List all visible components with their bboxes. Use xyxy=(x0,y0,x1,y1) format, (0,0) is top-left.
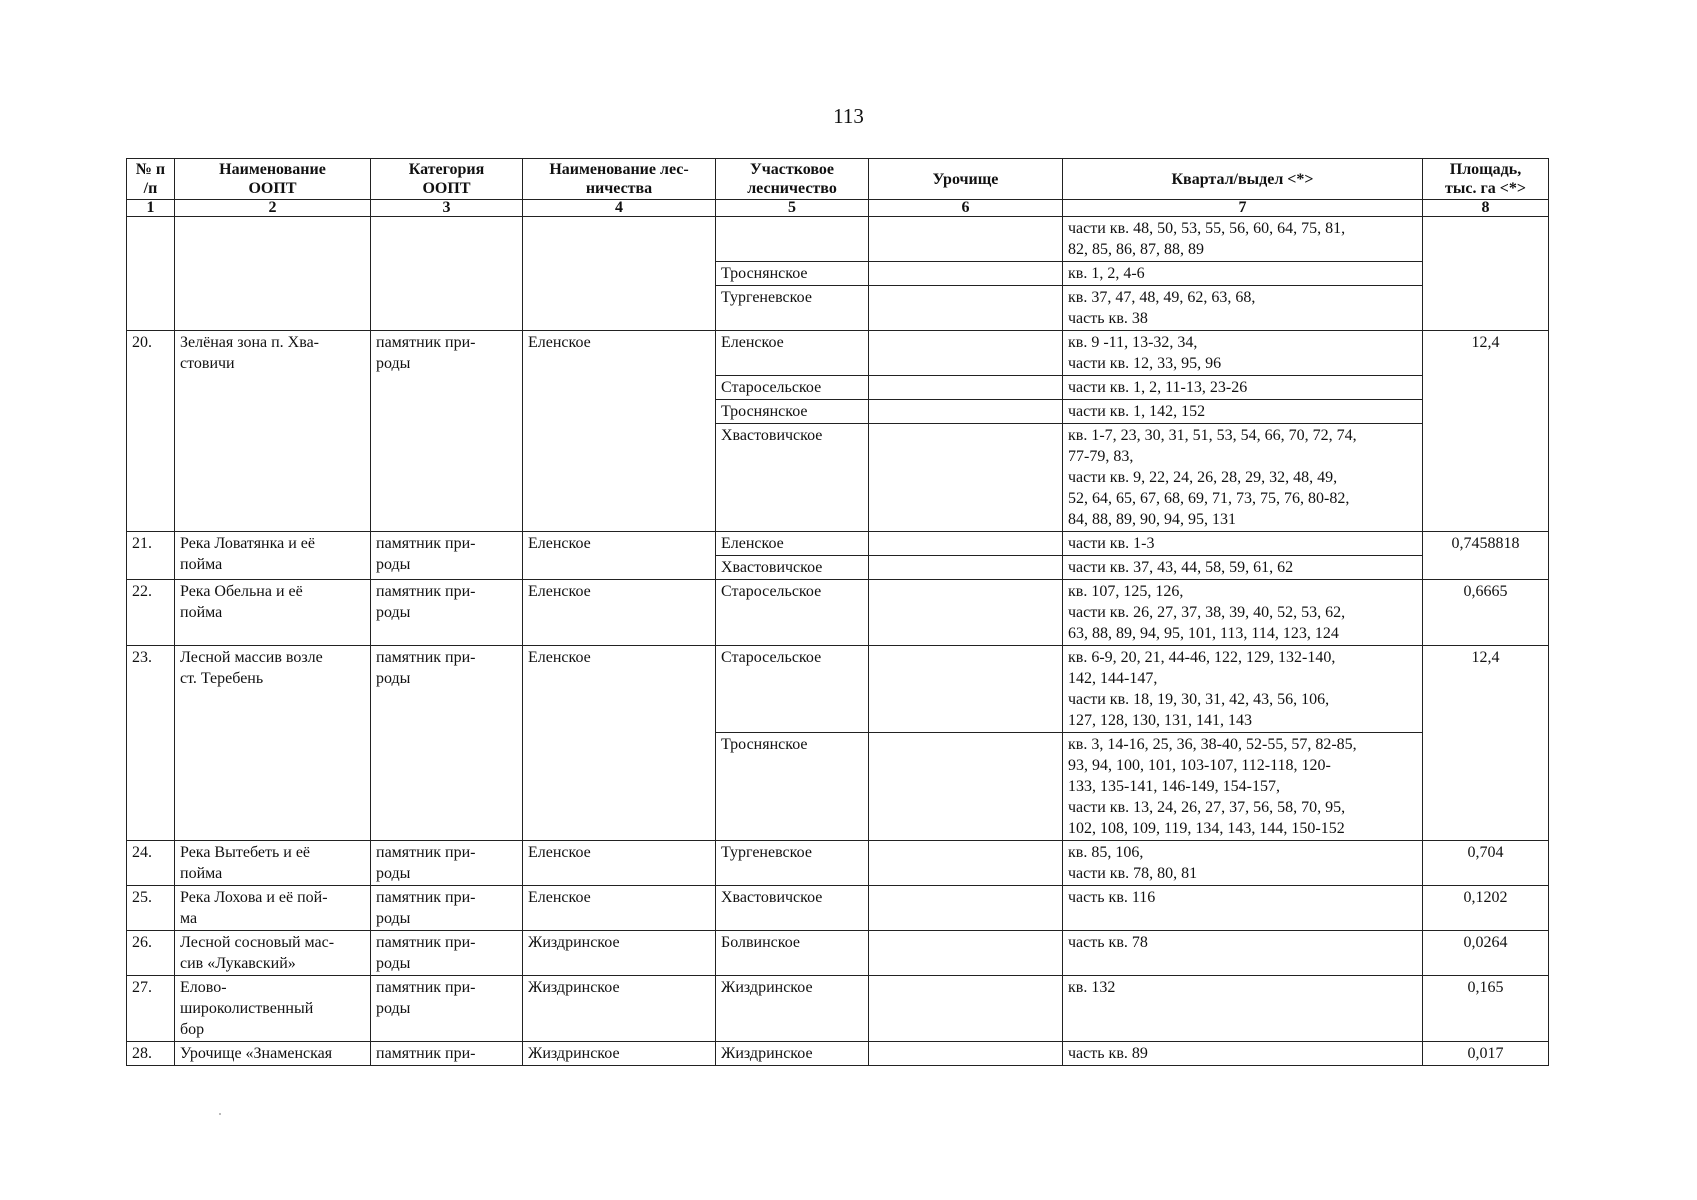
area-cell: 12,4 xyxy=(1423,646,1549,841)
tract-cell xyxy=(869,532,1063,556)
area-name-cell: Река Вытебеть и её пойма xyxy=(175,841,371,886)
quarter-cell: части кв. 1, 142, 152 xyxy=(1063,400,1423,424)
tract-cell xyxy=(869,1042,1063,1066)
category-cell: памятник при- роды xyxy=(371,841,523,886)
quarter-cell: кв. 85, 106, части кв. 78, 80, 81 xyxy=(1063,841,1423,886)
column-number: 6 xyxy=(869,200,1063,217)
category-cell: памятник при- роды xyxy=(371,331,523,532)
quarter-cell: части кв. 1-3 xyxy=(1063,532,1423,556)
quarter-cell: кв. 6-9, 20, 21, 44-46, 122, 129, 132-140, 142, 144-147, части кв. 18, 19, 30, 31, 42, 43, 56, 106, 127, 128, 130, 131, 141, 143 xyxy=(1063,646,1423,733)
tract-cell xyxy=(869,424,1063,532)
table-row xyxy=(127,331,1549,376)
header-number: № п /п xyxy=(127,159,175,200)
tract-cell xyxy=(869,376,1063,400)
district-cell: Еленское xyxy=(716,532,869,556)
tract-cell xyxy=(869,646,1063,733)
table-row xyxy=(127,841,1549,886)
row-number-cell: 23. xyxy=(127,646,175,841)
district-cell: Троснянское xyxy=(716,733,869,841)
tract-cell xyxy=(869,262,1063,286)
header-row xyxy=(127,159,1549,200)
column-number: 8 xyxy=(1423,200,1549,217)
header-tract: Урочище xyxy=(869,159,1063,200)
category-cell: памятник при- роды xyxy=(371,646,523,841)
category-cell: памятник при- роды xyxy=(371,532,523,580)
quarter-cell: кв. 9 -11, 13-32, 34, части кв. 12, 33, 95, 96 xyxy=(1063,331,1423,376)
tract-cell xyxy=(869,841,1063,886)
table-row xyxy=(127,532,1549,556)
forestry-cell: Жиздринское xyxy=(523,976,716,1042)
tract-cell xyxy=(869,400,1063,424)
district-cell: Хвастовичское xyxy=(716,886,869,931)
category-cell: памятник при- роды xyxy=(371,931,523,976)
scan-speck xyxy=(219,1113,221,1115)
header-forestry: Наименование лес- ничества xyxy=(523,159,716,200)
area-cell: 0,017 xyxy=(1423,1042,1549,1066)
forestry-cell: Еленское xyxy=(523,886,716,931)
area-cell: 0,7458818 xyxy=(1423,532,1549,580)
table-row xyxy=(127,976,1549,1042)
area-name-cell: Елово- широколиственный бор xyxy=(175,976,371,1042)
forestry-cell: Еленское xyxy=(523,331,716,532)
district-cell: Тургеневское xyxy=(716,841,869,886)
quarter-cell: часть кв. 89 xyxy=(1063,1042,1423,1066)
quarter-cell: кв. 1-7, 23, 30, 31, 51, 53, 54, 66, 70, 72, 74, 77-79, 83, части кв. 9, 22, 24, 26, 28, 29, 32, 48, 49, 52, 64, 65, 67, 68, 69, 71, 73, 75, 76, 80-82, 84, 88, 89, 90, 94, 95, 131 xyxy=(1063,424,1423,532)
area-name-cell: Лесной массив возле ст. Теребень xyxy=(175,646,371,841)
table-row xyxy=(127,1042,1549,1066)
area-name-cell: Зелёная зона п. Хва- стовичи xyxy=(175,331,371,532)
header-name: Наименование ООПТ xyxy=(175,159,371,200)
category-cell xyxy=(371,217,523,331)
row-number-cell xyxy=(127,217,175,331)
area-name-cell: Река Обельна и её пойма xyxy=(175,580,371,646)
category-cell: памятник при- роды xyxy=(371,976,523,1042)
quarter-cell: кв. 1, 2, 4-6 xyxy=(1063,262,1423,286)
area-cell: 0,0264 xyxy=(1423,931,1549,976)
tract-cell xyxy=(869,556,1063,580)
header-category: Категория ООПТ xyxy=(371,159,523,200)
table-row xyxy=(127,217,1549,262)
row-number-cell: 24. xyxy=(127,841,175,886)
district-cell: Еленское xyxy=(716,331,869,376)
quarter-cell: части кв. 48, 50, 53, 55, 56, 60, 64, 75, 81, 82, 85, 86, 87, 88, 89 xyxy=(1063,217,1423,262)
row-number-cell: 26. xyxy=(127,931,175,976)
quarter-cell: части кв. 37, 43, 44, 58, 59, 61, 62 xyxy=(1063,556,1423,580)
quarter-cell: кв. 132 xyxy=(1063,976,1423,1042)
table-row xyxy=(127,886,1549,931)
quarter-cell: части кв. 1, 2, 11-13, 23-26 xyxy=(1063,376,1423,400)
forestry-cell: Жиздринское xyxy=(523,931,716,976)
row-number-cell: 28. xyxy=(127,1042,175,1066)
quarter-cell: кв. 37, 47, 48, 49, 62, 63, 68, часть кв. 38 xyxy=(1063,286,1423,331)
column-number: 3 xyxy=(371,200,523,217)
column-number: 5 xyxy=(716,200,869,217)
district-cell: Тургеневское xyxy=(716,286,869,331)
tract-cell xyxy=(869,580,1063,646)
row-number-cell: 21. xyxy=(127,532,175,580)
area-cell: 0,1202 xyxy=(1423,886,1549,931)
tract-cell xyxy=(869,976,1063,1042)
row-number-cell: 22. xyxy=(127,580,175,646)
row-number-cell: 27. xyxy=(127,976,175,1042)
column-number-row xyxy=(127,200,1549,217)
area-cell: 0,165 xyxy=(1423,976,1549,1042)
category-cell: памятник при- роды xyxy=(371,886,523,931)
tract-cell xyxy=(869,733,1063,841)
area-name-cell: Урочище «Знаменская xyxy=(175,1042,371,1066)
quarter-cell: кв. 3, 14-16, 25, 36, 38-40, 52-55, 57, 82-85, 93, 94, 100, 101, 103-107, 112-118, 120- 133, 135-141, 146-149, 154-157, части кв. 13, 24, 26, 27, 37, 56, 58, 70, 95, 102, 108, 109, 119, 134, 143, 144, 150-152 xyxy=(1063,733,1423,841)
tract-cell xyxy=(869,886,1063,931)
district-cell: Жиздринское xyxy=(716,1042,869,1066)
district-cell: Троснянское xyxy=(716,262,869,286)
district-cell: Жиздринское xyxy=(716,976,869,1042)
row-number-cell: 25. xyxy=(127,886,175,931)
forestry-cell xyxy=(523,217,716,331)
header-quarter: Квартал/выдел <*> xyxy=(1063,159,1423,200)
column-number: 7 xyxy=(1063,200,1423,217)
area-name-cell: Лесной сосновый мас- сив «Лукавский» xyxy=(175,931,371,976)
table-row xyxy=(127,646,1549,733)
tract-cell xyxy=(869,331,1063,376)
forestry-cell: Жиздринское xyxy=(523,1042,716,1066)
area-cell xyxy=(1423,217,1549,331)
quarter-cell: кв. 107, 125, 126, части кв. 26, 27, 37, 38, 39, 40, 52, 53, 62, 63, 88, 89, 94, 95, 101, 113, 114, 123, 124 xyxy=(1063,580,1423,646)
forestry-cell: Еленское xyxy=(523,646,716,841)
district-cell: Старосельское xyxy=(716,376,869,400)
column-number: 4 xyxy=(523,200,716,217)
table-row xyxy=(127,580,1549,646)
district-cell: Болвинское xyxy=(716,931,869,976)
area-cell: 12,4 xyxy=(1423,331,1549,532)
category-cell: памятник при- xyxy=(371,1042,523,1066)
column-number: 2 xyxy=(175,200,371,217)
district-cell xyxy=(716,217,869,262)
category-cell: памятник при- роды xyxy=(371,580,523,646)
district-cell: Хвастовичское xyxy=(716,424,869,532)
row-number-cell: 20. xyxy=(127,331,175,532)
forestry-cell: Еленское xyxy=(523,532,716,580)
area-name-cell xyxy=(175,217,371,331)
tract-cell xyxy=(869,286,1063,331)
protected-areas-table xyxy=(126,158,1549,1066)
forestry-cell: Еленское xyxy=(523,841,716,886)
district-cell: Хвастовичское xyxy=(716,556,869,580)
area-cell: 0,6665 xyxy=(1423,580,1549,646)
area-name-cell: Река Лохова и её пой- ма xyxy=(175,886,371,931)
header-district-forestry: Участковое лесничество xyxy=(716,159,869,200)
tract-cell xyxy=(869,931,1063,976)
district-cell: Старосельское xyxy=(716,646,869,733)
column-number: 1 xyxy=(127,200,175,217)
page-number: 113 xyxy=(833,104,864,128)
forestry-cell: Еленское xyxy=(523,580,716,646)
area-cell: 0,704 xyxy=(1423,841,1549,886)
area-name-cell: Река Ловатянка и её пойма xyxy=(175,532,371,580)
district-cell: Старосельское xyxy=(716,580,869,646)
district-cell: Троснянское xyxy=(716,400,869,424)
quarter-cell: часть кв. 78 xyxy=(1063,931,1423,976)
table-row xyxy=(127,931,1549,976)
header-area: Площадь, тыс. га <*> xyxy=(1423,159,1549,200)
tract-cell xyxy=(869,217,1063,262)
quarter-cell: часть кв. 116 xyxy=(1063,886,1423,931)
